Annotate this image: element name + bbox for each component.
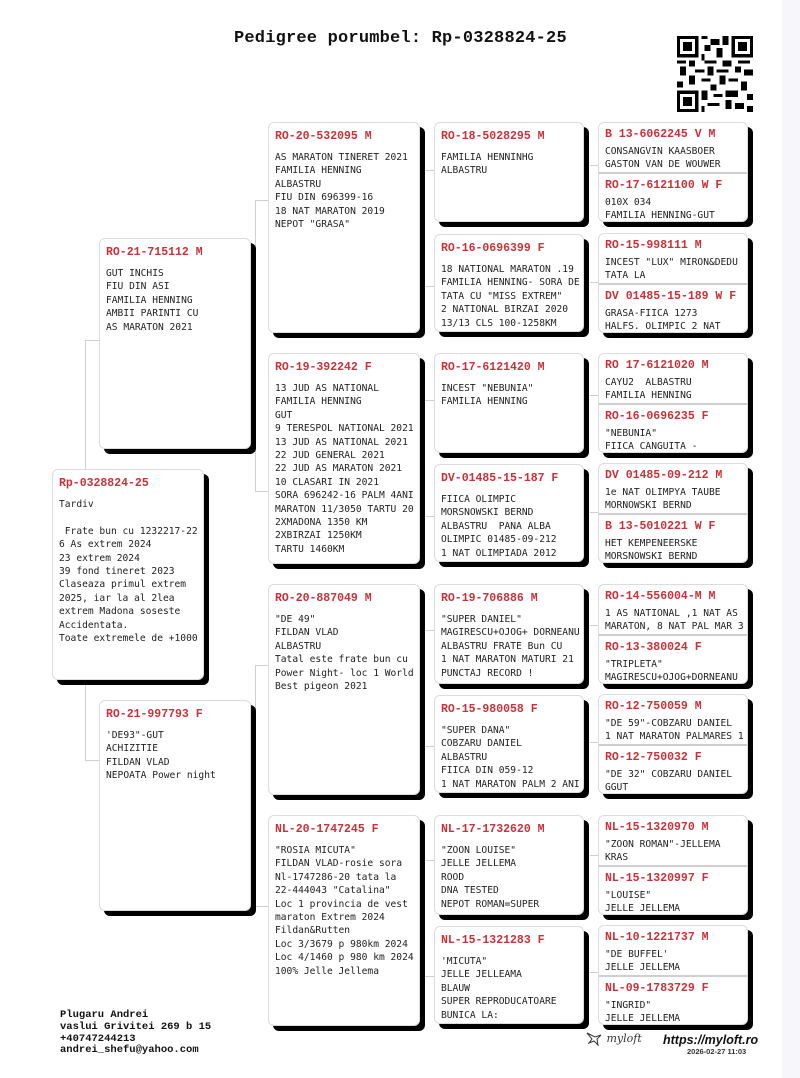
pigeon-notes: 'MICUTA" JELLE JELLEAMA BLAUW SUPER REPRODUCATOARE BUNICA LA:	[441, 956, 557, 1021]
great-great-grandparent-dam[interactable]	[599, 172, 747, 221]
pigeon-notes: Tardiv Frate bun cu 1232217-22 6 As extrem 2024 23 extrem 2024 39 fond tineret 2023 Claseaza primul extrem 2025, iar la al 2lea extrem Madona soseste Accidentata. Toate extremele de +1000	[59, 499, 198, 645]
ring-number: RO-18-5028295 M	[441, 130, 545, 143]
ring-number: RO-12-750032 F	[605, 751, 702, 764]
owner-name: Plugaru Andrei	[60, 1009, 149, 1021]
pigeon-notes: "DE BUFFEL' JELLE JELLEMA	[605, 949, 681, 974]
connector	[590, 625, 598, 626]
qr-code-icon	[677, 36, 753, 112]
pigeon-logo-icon	[585, 1031, 603, 1047]
sire-card[interactable]	[99, 238, 251, 449]
ring-number: RO 17-6121020 M	[605, 359, 709, 372]
pigeon-notes: "DE 49" FILDAN VLAD ALBASTRU Tatal este frate bun cu Power Night- loc 1 World Best pigeon 2021	[275, 614, 414, 693]
pigeon-notes: HET KEMPENEERSKE MORSNOWSKI BERND	[605, 538, 698, 562]
owner-email[interactable]: andrei_shefu@yahoo.com	[60, 1044, 199, 1057]
ring-number: RO-21-997793 F	[106, 708, 203, 721]
pigeon-notes: "SUPER DANA" COBZARU DANIEL ALBASTRU FIICA DIN 059-12 1 NAT MARATON PALM 2 ANI	[441, 725, 580, 790]
great-great-grandparent-dam[interactable]	[599, 744, 747, 793]
great-grandparent-card[interactable]	[434, 815, 584, 915]
ring-number: NL-20-1747245 F	[275, 823, 379, 836]
pigeon-notes: "ZOON ROMAN"-JELLEMA KRAS	[605, 839, 721, 864]
great-grandparent-card[interactable]	[434, 464, 584, 562]
great-great-grandparent-sire[interactable]	[599, 354, 747, 403]
connector	[590, 742, 598, 743]
brand	[585, 1031, 642, 1047]
connector	[255, 200, 268, 492]
great-grandparent-card[interactable]	[434, 584, 584, 684]
great-great-grandparent-dam[interactable]	[599, 513, 747, 562]
great-grandparent-card[interactable]	[434, 234, 584, 332]
grandparent-card[interactable]	[268, 353, 420, 564]
grandparent-card[interactable]	[268, 815, 420, 1026]
pigeon-notes: "SUPER DANIEL" MAGIRESCU+OJOG+ DORNEANU ALBASTRU FRATE Bun CU 1 NAT MARATON MATURI 21 PUNCTAJ RECORD !	[441, 614, 580, 679]
great-great-grandparent-sire[interactable]	[599, 123, 747, 172]
ring-number: RO-17-6121420 M	[441, 361, 545, 374]
connector	[590, 165, 598, 166]
pigeon-notes: "NEBUNIA" FIICA CANGUITA -	[605, 428, 698, 452]
ring-number: RO-19-706886 M	[441, 592, 538, 605]
great-great-grandparent-sire[interactable]	[599, 464, 747, 513]
great-great-grandparent-sire[interactable]	[599, 926, 747, 975]
owner-address: vaslui Grivitei 269 b 15	[60, 1020, 212, 1033]
great-grandparent-card[interactable]	[434, 926, 584, 1024]
great-grandparent-card[interactable]	[434, 353, 584, 453]
pigeon-notes: 1 AS NATIONAL ,1 NAT AS MARATON, 8 NAT PAL MAR 3	[605, 608, 744, 633]
ring-number: RO-13-380024 F	[605, 641, 702, 654]
great-great-grandparent-dam[interactable]	[599, 634, 747, 683]
ring-number: NL-15-1320997 F	[605, 872, 709, 885]
page-edge	[782, 0, 800, 1078]
pigeon-notes: "ROSIA MICUTA" FILDAN VLAD-rosie sora Nl-1747286-20 tata la 22-444043 "Catalina" Loc 1 provincia de vest maraton Extrem 2024 Fildan&Rutten Loc 3/3679 p 980km 2024 Loc 4/1460 p 980 km 2024 100% Jelle Jellema	[275, 845, 414, 977]
great-great-grandparent-pair	[598, 815, 748, 915]
pigeon-notes: "INGRID" JELLE JELLEMA	[605, 1000, 681, 1024]
ring-number: RO-16-0696399 F	[441, 242, 545, 255]
pigeon-notes: FIICA OLIMPIC MORSNOWSKI BERND ALBASTRU PANA ALBA OLIMPIC 01485-09-212 1 NAT OLIMPIADA 2012	[441, 494, 557, 559]
pigeon-notes: AS MARATON TINERET 2021 FAMILIA HENNING ALBASTRU FIU DIN 696399-16 18 NAT MARATON 2019 NEPOT "GRASA"	[275, 152, 408, 231]
ring-number: RO-20-532095 M	[275, 130, 372, 143]
great-great-grandparent-pair	[598, 353, 748, 453]
great-great-grandparent-sire[interactable]	[599, 695, 747, 744]
pigeon-notes: "ZOON LOUISE" JELLE JELLEMA ROOD DNA TESTED NEPOT ROMAN=SUPER	[441, 845, 540, 910]
great-great-grandparent-pair	[598, 233, 748, 333]
ring-number: NL-15-1321283 F	[441, 934, 545, 947]
great-great-grandparent-pair	[598, 694, 748, 794]
pigeon-notes: CONSANGVIN KAASBOER GASTON VAN DE WOUWER	[605, 146, 721, 171]
pigeon-notes: INCEST "NEBUNIA" FAMILIA HENNING	[441, 383, 534, 408]
pigeon-notes: "DE 32" COBZARU DANIEL GGUT	[605, 769, 733, 793]
great-great-grandparent-sire[interactable]	[599, 585, 747, 634]
great-great-grandparent-pair	[598, 463, 748, 563]
ring-number: DV 01485-09-212 M	[605, 469, 723, 482]
connector	[590, 972, 598, 973]
grandparent-card[interactable]	[268, 584, 420, 795]
great-great-grandparent-dam[interactable]	[599, 403, 747, 452]
ring-number: RO-19-392242 F	[275, 361, 372, 374]
pigeon-notes: GUT INCHIS FIU DIN ASI FAMILIA HENNING AMBII PARINTI CU AS MARATON 2021	[106, 268, 199, 333]
pigeon-notes: "TRIPLETA" MAGIRESCU+OJOG+DORNEANU	[605, 659, 738, 683]
connector	[255, 665, 268, 907]
ring-number: NL-15-1320970 M	[605, 821, 709, 834]
great-great-grandparent-pair	[598, 925, 748, 1025]
great-great-grandparent-sire[interactable]	[599, 234, 747, 283]
pigeon-notes: "DE 59"-COBZARU DANIEL 1 NAT MARATON PALMARES 1	[605, 718, 744, 743]
ring-number: RO-15-980058 F	[441, 703, 538, 716]
ring-number: B 13-5010221 W F	[605, 520, 716, 533]
connector	[590, 855, 598, 856]
ring-number: RO-12-750059 M	[605, 700, 702, 713]
ring-number: RO-15-998111 M	[605, 239, 702, 252]
great-great-grandparent-sire[interactable]	[599, 816, 747, 865]
print-timestamp: 2026-02-27 11:03	[687, 1047, 747, 1056]
ring-number: RO-20-887049 M	[275, 592, 372, 605]
ring-number: NL-09-1783729 F	[605, 982, 709, 995]
website-link[interactable]: https://myloft.ro	[663, 1033, 759, 1047]
great-great-grandparent-pair	[598, 584, 748, 684]
pigeon-notes: 18 NATIONAL MARATON .19 FAMILIA HENNING- SORA DE TATA CU "MISS EXTREM" 2 NATIONAL BIRZAI 2020 13/13 CLS 100-1258KM	[441, 264, 580, 329]
pigeon-notes: 'DE93"-GUT ACHIZITIE FILDAN VLAD NEPOATA Power night	[106, 730, 216, 782]
connector	[590, 512, 598, 513]
grandparent-card[interactable]	[268, 122, 420, 333]
great-great-grandparent-dam[interactable]	[599, 975, 747, 1024]
pigeon-notes: "LOUISE" JELLE JELLEMA	[605, 890, 681, 914]
brand-name: myloft	[606, 1032, 642, 1045]
pigeon-notes: INCEST "LUX" MIRON&DEDU TATA LA	[605, 257, 738, 282]
ring-number: NL-17-1732620 M	[441, 823, 545, 836]
ring-number: B 13-6062245 V M	[605, 128, 716, 141]
pigeon-notes: FAMILIA HENNINHG ALBASTRU	[441, 152, 534, 177]
ring-number: RO-16-0696235 F	[605, 410, 709, 423]
pigeon-notes: 010X 034 FAMILIA HENNING-GUT	[605, 197, 715, 221]
great-great-grandparent-dam[interactable]	[599, 865, 747, 914]
ring-number: NL-10-1221737 M	[605, 931, 709, 944]
ring-number: RO-17-6121100 W F	[605, 179, 723, 192]
ring-number: RO-14-556004-M M	[605, 590, 716, 603]
ring-number: RO-21-715112 M	[106, 246, 203, 259]
page-title: Pedigree porumbel: Rp-0328824-25	[234, 29, 567, 48]
pigeon-notes: GRASA-FIICA 1273 HALFS. OLIMPIC 2 NAT	[605, 308, 721, 332]
owner-contact	[60, 1010, 211, 1057]
great-grandparent-card[interactable]	[434, 122, 584, 222]
great-great-grandparent-dam[interactable]	[599, 283, 747, 332]
pigeon-notes: 13 JUD AS NATIONAL FAMILIA HENNING GUT 9 TERESPOL NATIONAL 2021 13 JUD AS NATIONAL 2021 22 JUD GENERAL 2021 22 JUD AS MARATON 2021 10 CLASARI IN 2021 SORA 696242-16 PALM 4ANI MARATON 11/3050 TARTU 20 2XMADONA 1350 KM 2XBIRZAI 1250KM TARTU 1460KM	[275, 383, 414, 555]
connector	[590, 282, 598, 283]
owner-phone[interactable]: +40747244213	[60, 1032, 136, 1045]
pigeon-notes: CAYU2 ALBASTRU FAMILIA HENNING	[605, 377, 692, 402]
pigeon-notes: 1e NAT OLIMPYA TAUBE MORNOWSKI BERND	[605, 487, 721, 512]
ring-number: Rp-0328824-25	[59, 477, 149, 490]
subject-card[interactable]	[52, 469, 204, 680]
great-great-grandparent-pair	[598, 122, 748, 222]
dam-card[interactable]	[99, 700, 251, 911]
ring-number: DV-01485-15-187 F	[441, 472, 559, 485]
connector	[590, 395, 598, 396]
ring-number: DV 01485-15-189 W F	[605, 290, 737, 303]
great-grandparent-card[interactable]	[434, 695, 584, 793]
